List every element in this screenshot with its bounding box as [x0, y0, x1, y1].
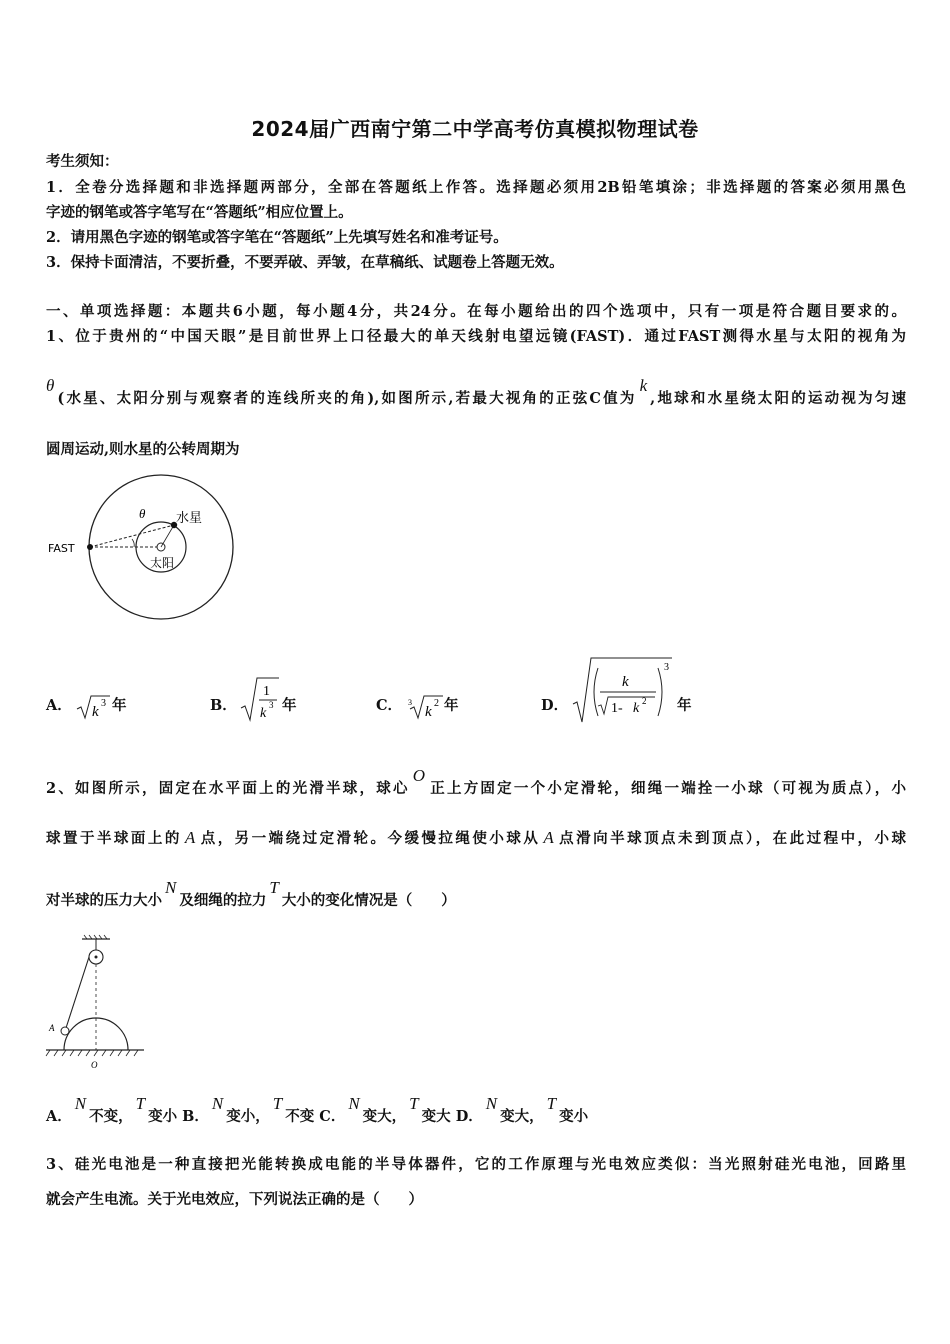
q2-option-d-part-1: 变大，	[500, 1108, 544, 1125]
q2-option-b-part-1: 变小，	[226, 1108, 270, 1125]
q1-k-symbol: k	[639, 376, 648, 395]
q2-option-b-part-2: 不变	[285, 1108, 315, 1125]
q2-option-a-label: A．	[46, 1108, 72, 1125]
q2-option-d-t: T	[546, 1094, 557, 1113]
q2-option-c-n: N	[348, 1094, 360, 1113]
q2-options	[46, 1094, 746, 1127]
q1-b-one: 1	[263, 684, 270, 699]
q2-line-2	[46, 828, 906, 849]
q2-option-c-t: T	[409, 1094, 419, 1113]
theta-arc	[132, 539, 134, 547]
q2-line-1-part-b: 正上方固定一个小定滑轮，细绳一端拴一小球（可视为质点），小	[428, 780, 906, 797]
q1-option-a-label: A．	[46, 697, 72, 714]
q2-hemisphere-figure	[44, 932, 148, 1074]
notice-heading: 考生须知：	[46, 153, 119, 170]
q2-o-symbol: O	[412, 766, 425, 785]
q2-option-a-part-2: 变小	[148, 1108, 178, 1125]
q2-option-c-part-1: 变大，	[362, 1108, 407, 1125]
q2-line-2-part-c: 点滑向半球顶点未到顶点），在此过程中，小球	[556, 830, 907, 847]
q1-d-exp3: 3	[664, 662, 669, 673]
q1-option-a-math	[74, 690, 112, 722]
q2-line-3-part-a: 对半球的压力大小	[46, 892, 162, 909]
q1-line-2-part-b: ,地球和水星绕太阳的运动视为匀速	[650, 390, 907, 407]
notice-item-2: 2．请用黑色字迹的钢笔或答字笔在“答题纸”上先填写姓名和准考证号。	[46, 229, 508, 246]
mercury-label: 水星	[176, 511, 203, 526]
q2-t-symbol: T	[269, 878, 279, 897]
fast-point	[87, 544, 93, 550]
q3-line-2: 就会产生电流。关于光电效应，下列说法正确的是（ ）	[46, 1191, 423, 1208]
q2-line-3-part-b: 及细绳的拉力	[179, 892, 267, 909]
q1-c-k: k	[425, 704, 432, 720]
q2-line-1	[46, 766, 906, 799]
theta-label: θ	[139, 506, 146, 521]
q1-option-a-unit: 年	[112, 697, 127, 714]
q2-line-3-part-c: 大小的变化情况是（ ）	[281, 892, 456, 909]
q2-option-b-label: B．	[182, 1108, 209, 1125]
q2-option-d-label: D．	[455, 1108, 483, 1125]
q1-option-d-label: D．	[541, 697, 569, 714]
small-ball	[61, 1027, 69, 1035]
q2-option-c-label: C．	[319, 1108, 346, 1125]
fig-o-label: O	[91, 1060, 98, 1070]
notice-item-1-line-2: 字迹的钢笔或答字笔写在“答题纸”相应位置上。	[46, 204, 353, 221]
exam-title: 2024届广西南宁第二中学高考仿真模拟物理试卷	[251, 117, 699, 141]
q2-line-3	[46, 878, 906, 911]
rope	[66, 957, 89, 1028]
q1-line-3: 圆周运动,则水星的公转周期为	[46, 441, 240, 458]
q1-option-d-unit: 年	[677, 697, 692, 714]
q1-line-2-part-a: (水星、太阳分别与观察者的连线所夹的角),如图所示,若最大视角的正弦C值为	[57, 390, 637, 407]
q2-option-d-n: N	[485, 1094, 498, 1113]
q2-option-a-n: N	[74, 1094, 87, 1113]
section-heading: 一、单项选择题：本题共6小题，每小题4分，共24分。在每小题给出的四个选项中，只有一项是符合题目要求的。	[46, 303, 906, 320]
q2-option-a-part-1: 不变，	[89, 1108, 133, 1125]
q1-option-b-label: B．	[210, 697, 237, 714]
fast-label: FAST	[48, 542, 75, 555]
q1-orbit-figure	[44, 470, 244, 625]
q1-option-d-math	[570, 654, 674, 726]
q2-line-1-part-a: 2、如图所示，固定在水平面上的光滑半球，球心	[46, 780, 410, 797]
q2-option-d-part-2: 变小	[559, 1108, 589, 1125]
fig-a-label: A	[49, 1023, 55, 1033]
q1-d-exp2: 2	[642, 696, 647, 706]
q2-option-b-t: T	[272, 1094, 283, 1113]
q1-line-2	[46, 376, 907, 409]
q1-option-c-label: C．	[376, 697, 403, 714]
q1-a-exp: 3	[101, 698, 106, 709]
q2-line-2-part-b: 点，另一端绕过定滑轮。今缓慢拉绳使小球从	[198, 830, 541, 847]
fast-mercury-line	[90, 525, 174, 547]
q2-n-symbol: N	[165, 878, 177, 897]
q2-option-b-n: N	[211, 1094, 224, 1113]
q1-c-root-index: 3	[408, 698, 412, 707]
q1-option-c-unit: 年	[444, 697, 459, 714]
notice-item-3: 3．保持卡面清洁，不要折叠，不要弄破、弄皱，在草稿纸、试题卷上答题无效。	[46, 254, 564, 271]
q1-b-k: k	[260, 706, 267, 721]
q1-option-c-math	[405, 690, 445, 722]
q2-option-a-t: T	[135, 1094, 146, 1113]
q1-theta-symbol: θ	[46, 376, 55, 395]
q2-a-symbol-1: A	[184, 828, 196, 847]
q2-line-2-part-a: 球置于半球面上的	[46, 830, 182, 847]
q3-line-1: 3、硅光电池是一种直接把光能转换成电能的半导体器件，它的工作原理与光电效应类似：当光照射硅光电池，回路里	[46, 1156, 906, 1173]
q1-d-k-numerator: k	[622, 674, 629, 690]
q1-option-b-unit: 年	[282, 697, 297, 714]
q1-option-b-math	[238, 674, 282, 724]
q1-a-k: k	[92, 704, 99, 720]
q2-option-c-part-2: 变大	[421, 1108, 451, 1125]
hemisphere	[64, 1018, 128, 1050]
q1-d-k-denominator: k	[633, 701, 640, 716]
q1-d-one-minus: 1-	[611, 701, 623, 716]
q1-line-1: 1、位于贵州的“中国天眼”是目前世界上口径最大的单天线射电望远镜(FAST)．通过FAST测得水星与太阳的视角为	[46, 328, 906, 345]
q1-b-exp: 3	[269, 700, 274, 710]
q2-a-symbol-2: A	[543, 828, 554, 847]
notice-item-1-line-1: 1．全卷分选择题和非选择题两部分，全部在答题纸上作答。选择题必须用2B铅笔填涂；非选择题的答案必须用黑色	[46, 179, 906, 196]
q1-c-exp: 2	[434, 698, 439, 709]
sun-label: 太阳	[150, 556, 175, 570]
